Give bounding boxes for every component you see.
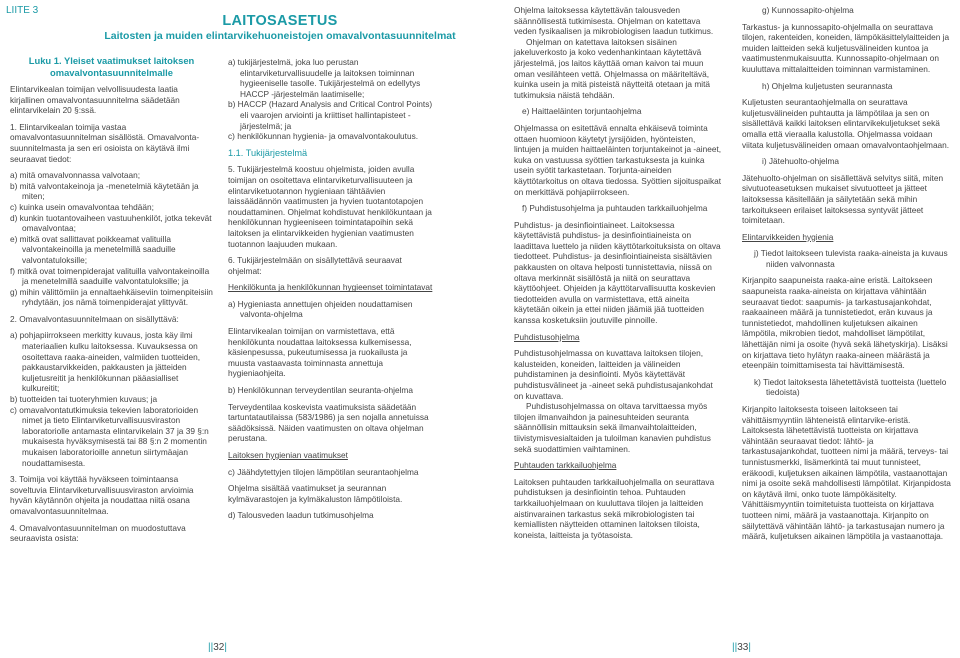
intro-paragraph: Elintarvikealan toimijan velvollisuudesta laatia kirjallinen omavalvontasuunnitelma säädetään elintarvikelain 20 §:ssä. — [10, 84, 180, 116]
column-4 — [742, 5, 952, 542]
list-item: g) mihin välittömiin ja ennaltaehkäiseviin toimenpiteisiin ryhdytään, jos nämä toimenpiderajat ylittyvät. — [10, 286, 213, 308]
item-title: h) Ohjelma kuljetusten seurannasta — [762, 80, 893, 91]
subheading: Puhdistusohjelma — [514, 331, 580, 342]
item-text: Jätehuolto-ohjelman on sisällettävä selvitys siitä, miten sivutuoteasetuksen mukaiset sivutuotteet ja jätteet laitoksessa käsitellään ja säilytetään sekä mihin tarkoitukseen erilaiset laitoksessa syntyvät jätteet toimitetaan. — [742, 172, 944, 226]
list-item: c) henkilökunnan hygienia- ja omavalvontakoulutus. — [228, 131, 419, 142]
subheading: Elintarvikkeiden hygienia — [742, 231, 834, 242]
list-item: f) mitkä ovat toimenpiderajat valituilla valvontakeinoilla ja menetelmillä saaduille valvontatuloksille; ja — [10, 265, 210, 287]
column-2 — [228, 57, 436, 521]
appendix-label: LIITE 3 — [6, 5, 39, 16]
item-title: e) Haittaeläinten torjuntaohjelma — [522, 106, 642, 117]
item-title: k) Tiedot laitoksesta lähetettävistä tuotteista (luettelo tiedoista) — [754, 376, 947, 398]
column-1 — [10, 55, 213, 544]
list-item: b) tuotteiden tai tuoteryhmien kuvaus; ja — [10, 394, 158, 405]
paragraph-2: 2. Omavalvontasuunnitelmaan on sisällyttävä: — [10, 313, 179, 324]
paragraph: Ohjelma laitoksessa käytettävän talousveden säännöllisestä tutkimisesta. Ohjelman on katettava veden fysikaalisen ja mikrobiologisen laadun tutkimus. — [514, 5, 714, 37]
paragraph-3: 3. Toimija voi käyttää hyväkseen toimintaansa soveltuvia Elintarviketurvallisuusviraston arvioimia hyvän käytännön ohjeita ja noudattaa niitä osana omavalvontasuunnitelmaa. — [10, 474, 194, 516]
subheading: Henkilökunta ja henkilökunnan hygieenset toimintatavat — [228, 282, 433, 293]
list-item: e) mitkä ovat sallittavat poikkeamat valituilla valvontakeinoilla ja menetelmillä saaduille valvontatuloksille; — [10, 233, 176, 265]
list-item: c) kuinka usein omavalvontaa tehdään; — [10, 201, 154, 212]
list-item: b) mitä valvontakeinoja ja -menetelmiä käytetään ja miten; — [10, 180, 199, 202]
paragraph-5: 5. Tukijärjestelmä koostuu ohjelmista, joiden avulla toimijan on osoitettava elintarviketurvallisuuteen ja elintarviketuotannon hygieniaan tähtäävien laissäädännön vaatimusten ja hyvien tuotantotapojen noudattaminen. Ohjelmat kohdistuvat henkilökuntaan ja henkilökunnan hygieeniseen toimintatapoihin sekä laitoksen ja elintarvikkeiden hygienian vaatimusten tuotannon laajuuden mukaan. — [228, 164, 432, 249]
chapter-heading: Luku 1. Yleiset vaatimukset laitoksen omavalvontasuunnitelmalle — [28, 55, 195, 78]
list-item: d) kunkin tuotantovaiheen vastuuhenkilöt, jotka tekevät omavalvontaa; — [10, 212, 212, 234]
item-text: Tarkastus- ja kunnossapito-ohjelmalla on seurattava tilojen, rakenteiden, koneiden, lämpökäsittelylaitteiden ja muiden laitteiden sekä kuljetusvälineiden kuntoa ja vaatimustenmukaisuutta. Kunnossapito-ohjelmaan on kuuluttava mittalaitteiden toiminnan varmistaminen. — [742, 21, 950, 74]
column-3 — [514, 5, 722, 540]
page-header — [60, 13, 500, 42]
page-number-value: 32 — [213, 642, 225, 653]
item-title: b) Henkilökunnan terveydentilan seuranta-ohjelma — [228, 385, 413, 396]
subheading: Puhtauden tarkkailuohjelma — [514, 460, 617, 471]
page-number-value: 33 — [737, 642, 749, 653]
item-text: Puhdistusohjelmassa on oltava tarvittaessa myös tilojen ilmanvaihdon ja painesuhteiden seuranta säännöllisin mittauksin sekä ilmanvaihtolaitteiden, tiivistymisvesialtaiden ja tuloilman kanavien puhdistus sekä suodattimien vaihtaminen. — [514, 401, 711, 454]
section-heading: 1.1. Tukijärjestelmä — [228, 147, 308, 158]
subheading: Laitoksen hygienian vaatimukset — [228, 450, 348, 460]
item-text: Ohjelma sisältää vaatimukset ja seurannan kylmävarastojen ja kylmäkaluston lämpötiloista. — [228, 483, 403, 504]
item-text: Terveydentilaa koskevista vaatimuksista säädetään tartuntatautilaissa (583/1986) ja sen nojalla annetuissa säädöksissä. Näiden vaatimusten on oltava ohjelman perustana. — [228, 401, 429, 444]
item-title: j) Tiedot laitokseen tulevista raaka-aineista ja kuvaus niiden valvonnasta — [754, 248, 948, 269]
list-item: c) omavalvontatutkimuksia tekevien laboratorioiden nimet ja tieto Elintarviketurvallisuusviraston laboratoriolle antamasta elintarvikelain 37 ja 39 §:n mukaisesta hyväksymisestä tai 88 §:n 2 momentin mukaisen laboratorioille annetun siirtymäajan noudattamisesta. — [10, 404, 209, 468]
item-text: Puhdistus- ja desinfiointiaineet. Laitoksessa käytettävistä puhdistus- ja desinfiointiaineista on laadittava luettelo ja niiden käyttötarkoituksista on oltava tiedotteet. Puhdistus- ja desinfiointiaineista sisältävien pakkausten on oltava helposti tunnistettavia, niissä on oltava merkinnät sisällöstä ja niitä on seurattava käyttöohjeet. Ohjeiden ja käyttötarvallisuutta koskevien tiedotteiden avulla on varmistettava, että aineita käytetään oikein ja ettei niiden jäämiä jää tuotteiden kanssa kosketuksiin joutuville pinnoille. — [514, 219, 721, 326]
page-number-left: ||32| — [208, 642, 227, 653]
item-text: Kuljetusten seurantaohjelmalla on seurattava kuljetusvälineiden puhtautta ja lämpötilaa ja sen on sisällettävä kaikki laitoksen elintarvikekuljetukset sekä omalla että vieraalla kalustolla. Ohjelmassa voidaan viitata kuljetusvälineiden omaan omavalvontaohjelmaan. — [742, 97, 950, 150]
page-title: LAITOSASETUS — [222, 13, 338, 29]
list-item: b) HACCP (Hazard Analysis and Critical Control Points) eli vaarojen arviointi ja kriittiset hallintapisteet -järjestelmä; ja — [228, 99, 433, 131]
list-item: a) pohjapiirrokseen merkitty kuvaus, josta käy ilmi materiaalien kulku laitoksessa. Kuvauksessa on osoitettava raaka-aineiden, valmiiden tuotteiden, pakkaustarvikkeiden, pakkausten ja jätteiden kuljetusreitit ja henkilökunnan pääasialliset kulkureitit; — [10, 330, 201, 394]
item-text: Puhdistusohjelmassa on kuvattava laitoksen tilojen, kalusteiden, koneiden, laitteiden ja välineiden puhdistaminen ja desinfiointi. Myös käytettävät puhdistusvälineet ja -aineet sekä puhdistusajankohdat on kuvattava. — [514, 348, 713, 401]
item-title: d) Talousveden laadun tutkimusohjelma — [228, 510, 374, 521]
item-text: Kirjanpito laitoksesta toiseen laitokseen tai vähittäismyyntiin lähteneistä elintarvike-eristä. Laitoksesta lähetettävistä tuotteista on kirjattava vähintään seuraavat tiedot: lähtö- ja tarkastusajankohdat, tuotteen nimi ja määrä, terveys- tai tunnistusmerkki, lisämerkintä tai muut tunnisteet, eräkoodi, kuljetuksen aikainen lämpötila, vastaanottajan nimi ja osoite sekä mahdollisesti lämpötilat. Kirjanpidosta on käytävä ilmi, onko tuote lämpökäsitelty. Vähittäismyyntiin toimitetuista tuotteista on kirjattava tuotteen nimi, määrä ja vastaanottaja. Kirjanpito on säilytettävä vähintään lähtö- ja tarkastusajan numero ja määrä, kuljetuksen aikainen lämpötila ja vastaanottaja. — [742, 404, 951, 542]
item-title: g) Kunnossapito-ohjelma — [762, 5, 854, 15]
item-title: a) Hygieniasta annettujen ohjeiden noudattamisen valvonta-ohjelma — [228, 298, 413, 320]
item-text: Laitoksen puhtauden tarkkailuohjelmalla on seurattava puhdistuksen ja desinfiointin tehoa. Puhtauden tarkkailuohjelmaan on kuuluttava tilojen ja laitteiden aistinvarainen tarkastus sekä mikrobiologisten tai kemiallisten näytteiden ottaminen laitoksen tiloista, koneista, laitteista ja työtasoista. — [514, 476, 715, 540]
list-item: a) mitä omavalvonnassa valvotaan; — [10, 170, 141, 181]
item-text: Kirjanpito saapuneista raaka-aine eristä. Laitokseen saapuneista raaka-aineista on kirjattava vähintään seuraavat tiedot: saapumis- ja tarkastusajankohdat, raakaaineen määrä ja tunnistetiedot, erän kuvaus ja tunnistetiedot, mahdollinen kuljetuksen aikainen lämpötila, mikrobien tiedot, mahdolliset lämpötilat, lähettäjän nimi ja osoite (hyvä sekä lähetyskirja). Lisäksi on kirjattava tieto hylätyn raaka-aineen määrästä ja eteenpäin toimittamisesta tai hävittämisestä. — [742, 275, 948, 371]
item-text: Ohjelmassa on esitettävä ennalta ehkäisevä toiminta ottaen huomioon käytetyt jyrsijöiden, hyönteisten, lintujen ja muiden haittaeläinten torjuntakeinot ja -aineet, kuka on vastuussa syöttien tarkastuksesta ja kuinka usein syötit tarkastetaan. Torjunta-aineiden käyttötarkoitus on oltava tiedossa. Syöttien sijoituspaikat on merkittävä pohjapiirrokseen. — [514, 122, 722, 197]
paragraph-6: 6. Tukijärjestelmään on sisällytettävä seuraavat ohjelmat: — [228, 255, 402, 276]
item-text: Elintarvikealan toimijan on varmistettava, että henkilökunta noudattaa laitoksessa kulkemisessa, käsienpesussa, pukeutumisessa ja ruokailusta ja muusta vastaavasta toiminnasta annettuja hygieniaohjeita. — [228, 326, 412, 379]
list-item: a) tukijärjestelmä, joka luo perustan elintarviketurvallisuudelle ja laitoksen toiminnan hygieeniselle tasolle. Tukijärjestelmä on edellytys HACCP -järjestelmän laatimiselle; — [228, 57, 421, 99]
item-title: i) Jätehuolto-ohjelma — [762, 156, 840, 167]
item-title: f) Puhdistusohjelma ja puhtauden tarkkailuohjelma — [522, 203, 708, 214]
item-title: c) Jäähdytettyjen tilojen lämpötilan seurantaohjelma — [228, 466, 419, 477]
paragraph-4: 4. Omavalvontasuunnitelman on muodostuttava seuraavista osista: — [10, 522, 186, 544]
paragraph: Ohjelman on katettava laitoksen sisäinen jakeluverkosto ja koko vedenhankintaan käytettävä järjestelmä, jos laitos käyttää oman kaivon tai muun oman vesilähteen vettä. Ohjelmassa on määriteltävä, kuinka usein ja mitä pisteistä näytteitä otetaan ja mitä tutkimuksia näistä tehdään. — [514, 36, 711, 100]
paragraph-1: 1. Elintarvikealan toimija vastaa omavalvontasuunnitelman sisällöstä. Omavalvonta-suunnitelmasta ja sen eri osioista on käytävä ilmi seuraavat tiedot: — [10, 121, 200, 164]
page-number-right: ||33| — [732, 642, 751, 653]
page-subtitle: Laitosten ja muiden elintarvikehuoneistojen omavalvontasuunnitelmat — [104, 30, 456, 42]
